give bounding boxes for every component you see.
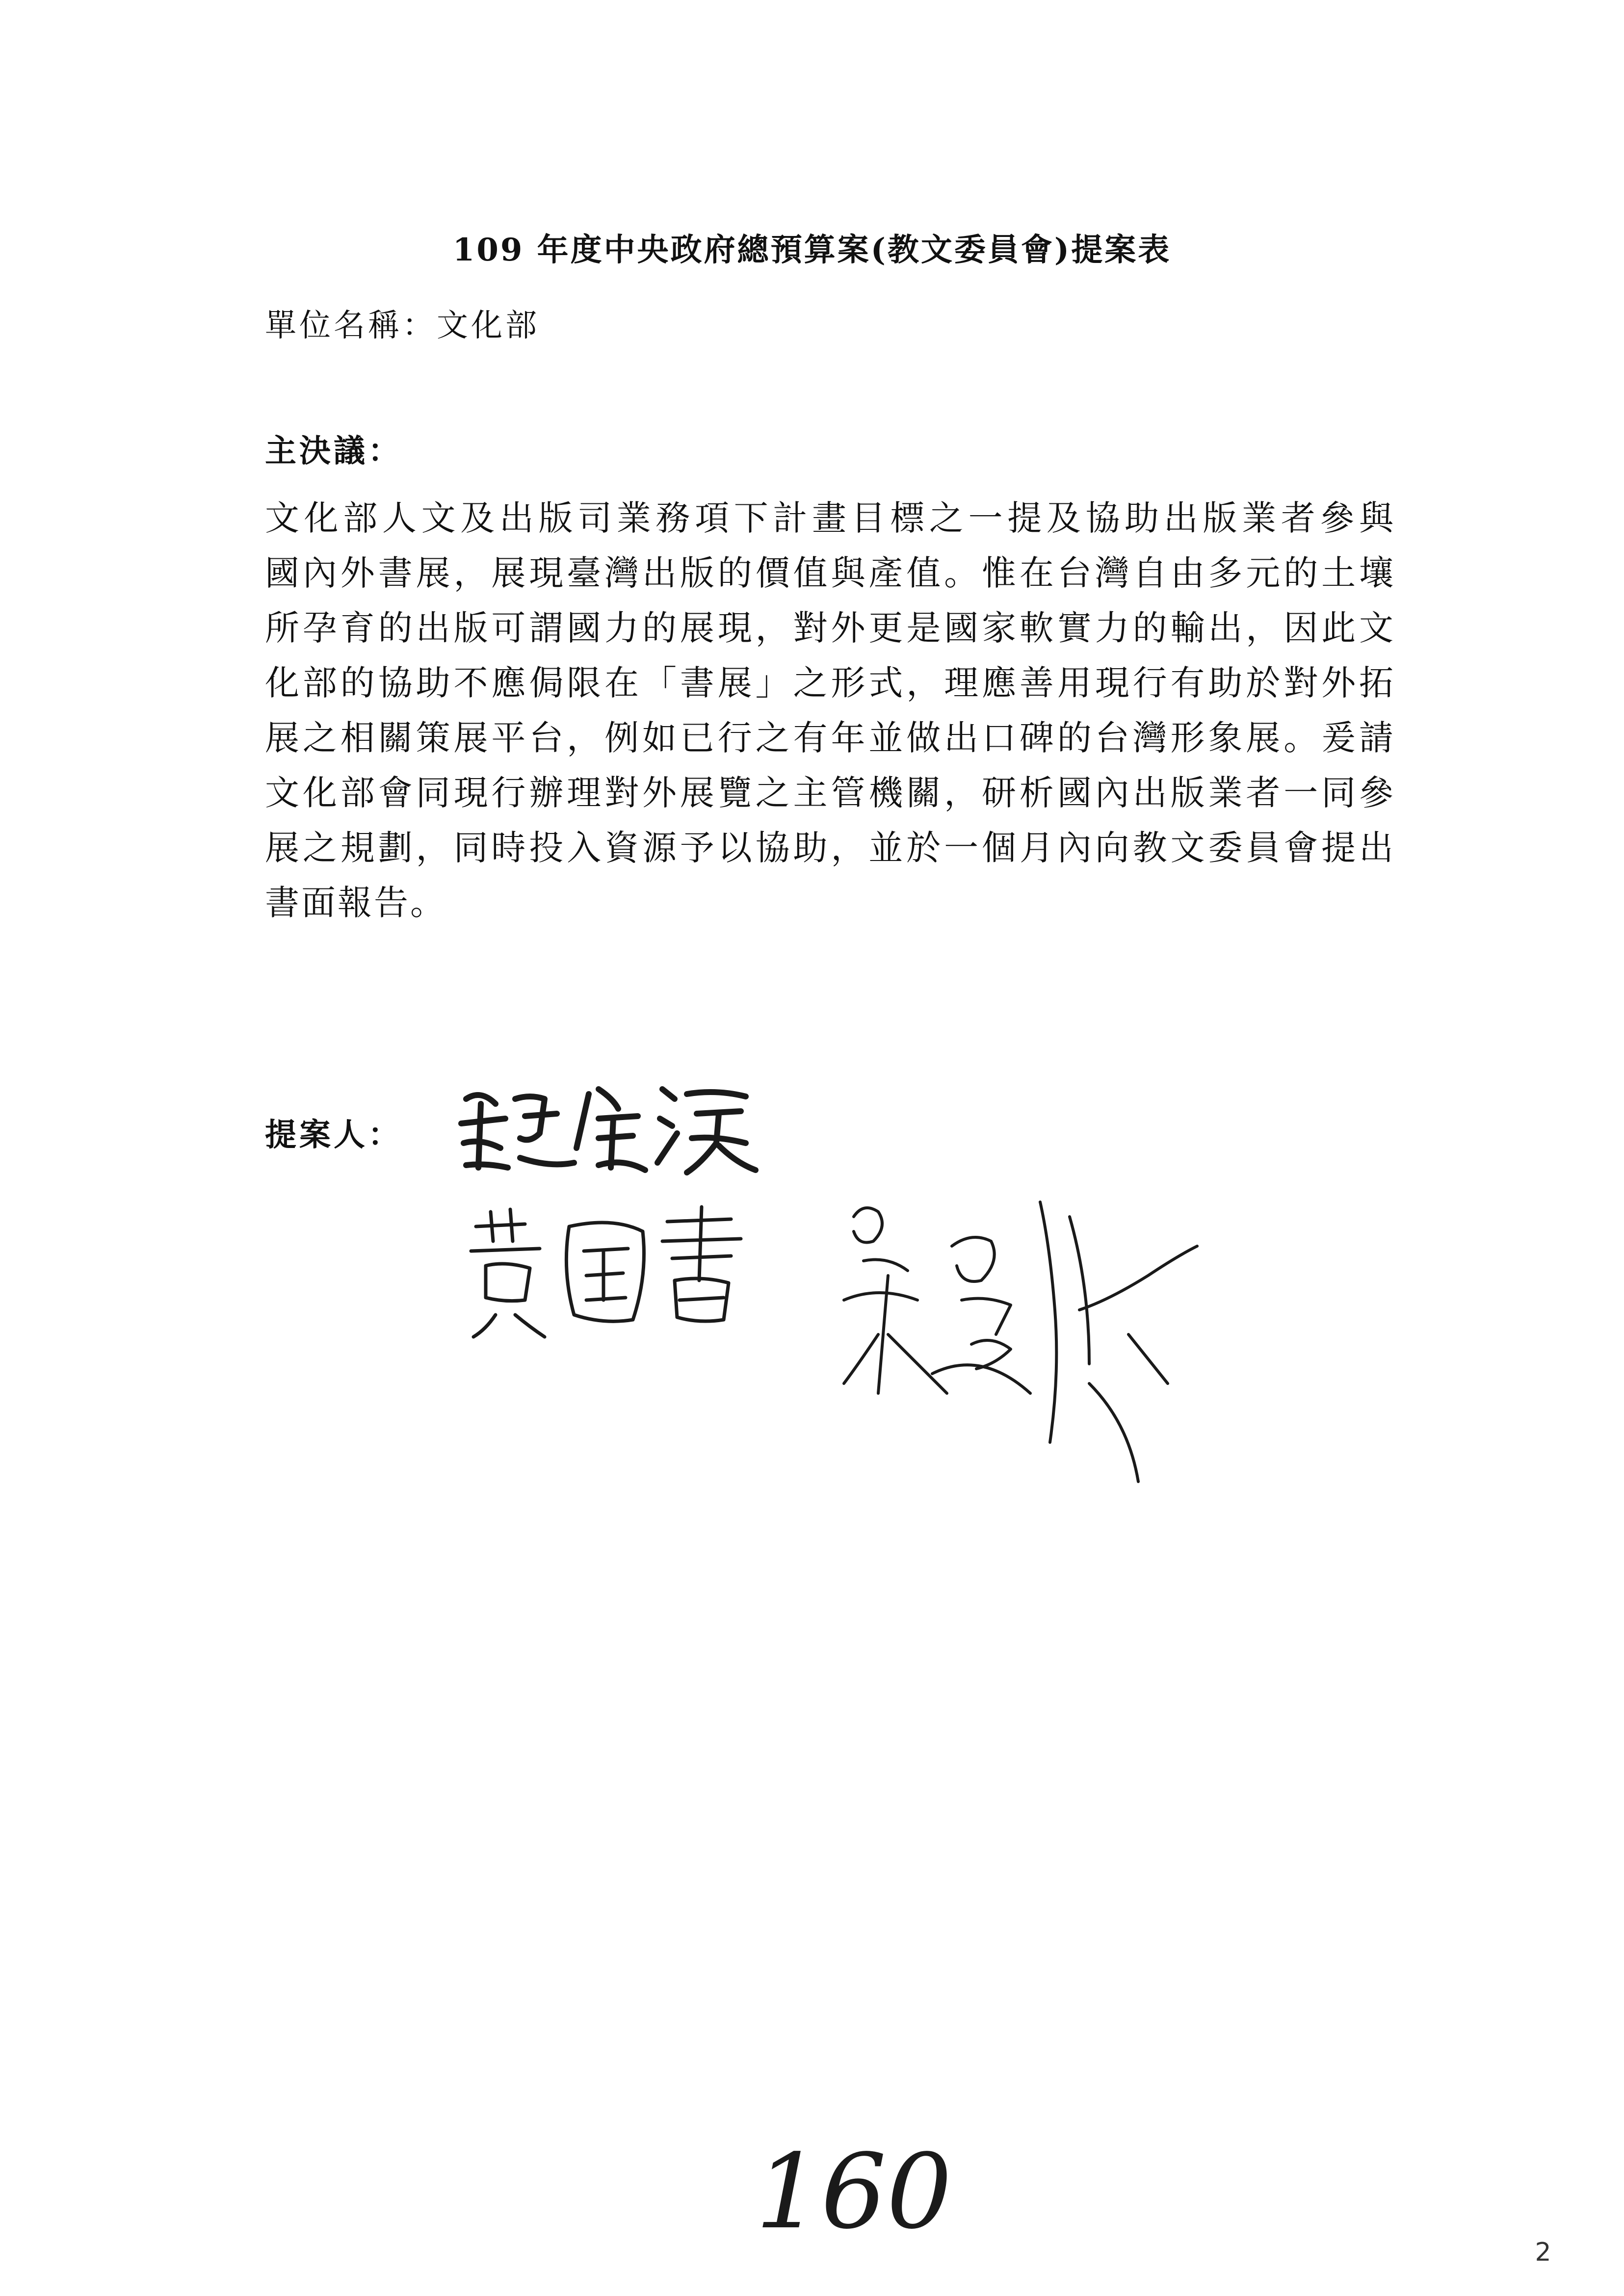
corner-page-mark: [1521, 2237, 1565, 2267]
document-title: 109 年度中央政府總預算案(教文委員會)提案表: [452, 232, 1172, 268]
signature-huang-guo-shu: [456, 1197, 751, 1344]
handwritten-page-number-text: 160: [755, 2134, 952, 2252]
resolution-line: 化部的協助不應侷限在「書展」之形式，理應善用現行有助於對外拓: [265, 663, 1393, 703]
handwritten-page-number: [726, 2134, 981, 2252]
signature-wu-si-yao: [834, 1187, 1207, 1501]
corner-page-mark-text: 2: [1535, 2238, 1551, 2267]
resolution-body: [265, 491, 1393, 930]
resolution-line: 書面報告。: [265, 883, 446, 923]
proposer-label: 提案人：: [265, 1117, 402, 1153]
resolution-line: 展之相關策展平台，例如已行之有年並做出口碑的台灣形象展。爰請: [265, 718, 1393, 758]
signature-zhong-jia-bin: [451, 1070, 765, 1177]
resolution-line: 展之規劃，同時投入資源予以協助，並於一個月內向教文委員會提出: [265, 828, 1393, 868]
resolution-line: 文化部會同現行辦理對外展覽之主管機關，研析國內出版業者一同參: [265, 773, 1393, 813]
resolution-heading: 主決議：: [265, 433, 402, 470]
resolution-line: 文化部人文及出版司業務項下計畫目標之一提及協助出版業者參與: [265, 498, 1393, 538]
resolution-line: 所孕育的出版可謂國力的展現，對外更是國家軟實力的輸出，因此文: [265, 608, 1393, 648]
resolution-line: 國內外書展，展現臺灣出版的價值與產值。惟在台灣自由多元的土壤: [265, 553, 1393, 593]
unit-name-line: 單位名稱：文化部: [265, 308, 540, 344]
